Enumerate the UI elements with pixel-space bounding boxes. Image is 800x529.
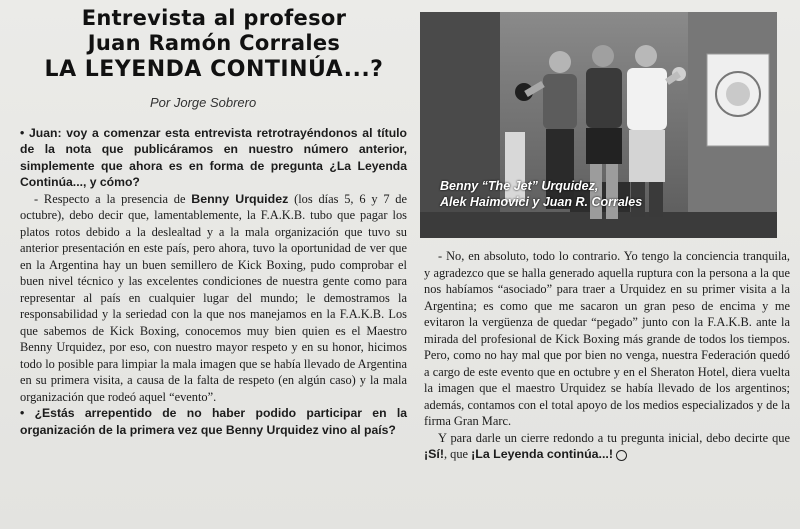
headline [18,6,410,83]
end-mark-icon [616,450,627,461]
answer-2: - No, en absoluto, todo lo contrario. Yo tengo la conciencia tranquila, y agradezco que se halla generado aquella ruptura con la persona a la que nos habíamos “asociado” para traer a Urquidez en su primer visita a la Argentina; es como que me sacaron un gran peso de encima y me evitaron la vergüenza de quedar “pegado” junto con la F.A.K.B. ante la mirada del profesional de Kick Boxing más grande de todos los tiempos. Pero, como no hay mal que por bien no venga, nuestra Federación quedó a cargo de este evento que en octubre y en el Sheraton Hotel, diera vuelta la imagen que el maestro Urquidez se había llevado de los argentinos; además, contamos con el total apoyo de los medios especializados y de la firma Gran Marc. [424,249,790,428]
headline-line-2: Juan Ramón Corrales [87,31,341,55]
answer-1-after: (los días 5, 6 y 7 de octubre), debo decir que, lamentablemente, la F.A.K.B. tubo que pagar los platos rotos debido a la deslealtad y a la mala organización que tuvo su anterior presentación en este país, pero ahora, tuvo la oportunidad de ver que en la Argentina hay un buen semillero de Kick Boxing, pudo comprobar el buen nivel técnico y las excelentes condiciones de nuestra gente como para representar al país en cualquier lugar del mundo; le demostramos la responsabilidad y la seriedad con la que nos manejamos en la F.A.K.B. Los que sabemos de Kick Boxing, conocemos muy bien quien es el Maestro Benny Urquidez, por eso, con nuestro mayor respeto y en su honor, hicimos todo lo posible para limpiar la mala imagen que se había llevado de Argentina en su primera visita, a causa de la falta de respeto (en algún caso) y la mala organización que rodeó aquel “evento”. [20,191,408,404]
closing-middle: , que [443,447,472,461]
headline-line-3: LA LEYENDA CONTINÚA...? [44,57,384,82]
answer-1-before: - Respecto a la presencia de [34,191,192,206]
closing-bold-2: ¡La Leyenda continúa...! [471,447,613,461]
closing-paragraph [424,430,790,463]
photo-caption-line-2: Alek Haimovici y Juan R. Corrales [440,195,643,209]
right-column [424,248,790,463]
question-1: • Juan: voy a comenzar esta entrevista retrotrayéndonos al título de la nota que publicáramos en nuestro número anterior, simplemente que ahora es en forma de pregunta ¿La Leyenda Continúa..., y cómo? [20,126,407,190]
left-column [20,125,407,438]
headline-line-1: Entrevista al profesor [81,6,347,30]
photo-caption [440,178,642,210]
byline: Por Jorge Sobrero [150,95,257,110]
photo-caption-line-1: Benny “The Jet” Urquidez, [440,179,599,193]
question-2: • ¿Estás arrepentido de no haber podido participar en la organización de la primera vez que Benny Urquidez vino al país? [20,406,407,437]
closing-bold-1: ¡Sí! [424,447,444,461]
answer-1-name: Benny Urquidez [191,191,289,206]
closing-before: Y para darle un cierre redondo a tu pregunta inicial, debo decirte que [438,430,790,445]
answer-1 [20,191,407,406]
